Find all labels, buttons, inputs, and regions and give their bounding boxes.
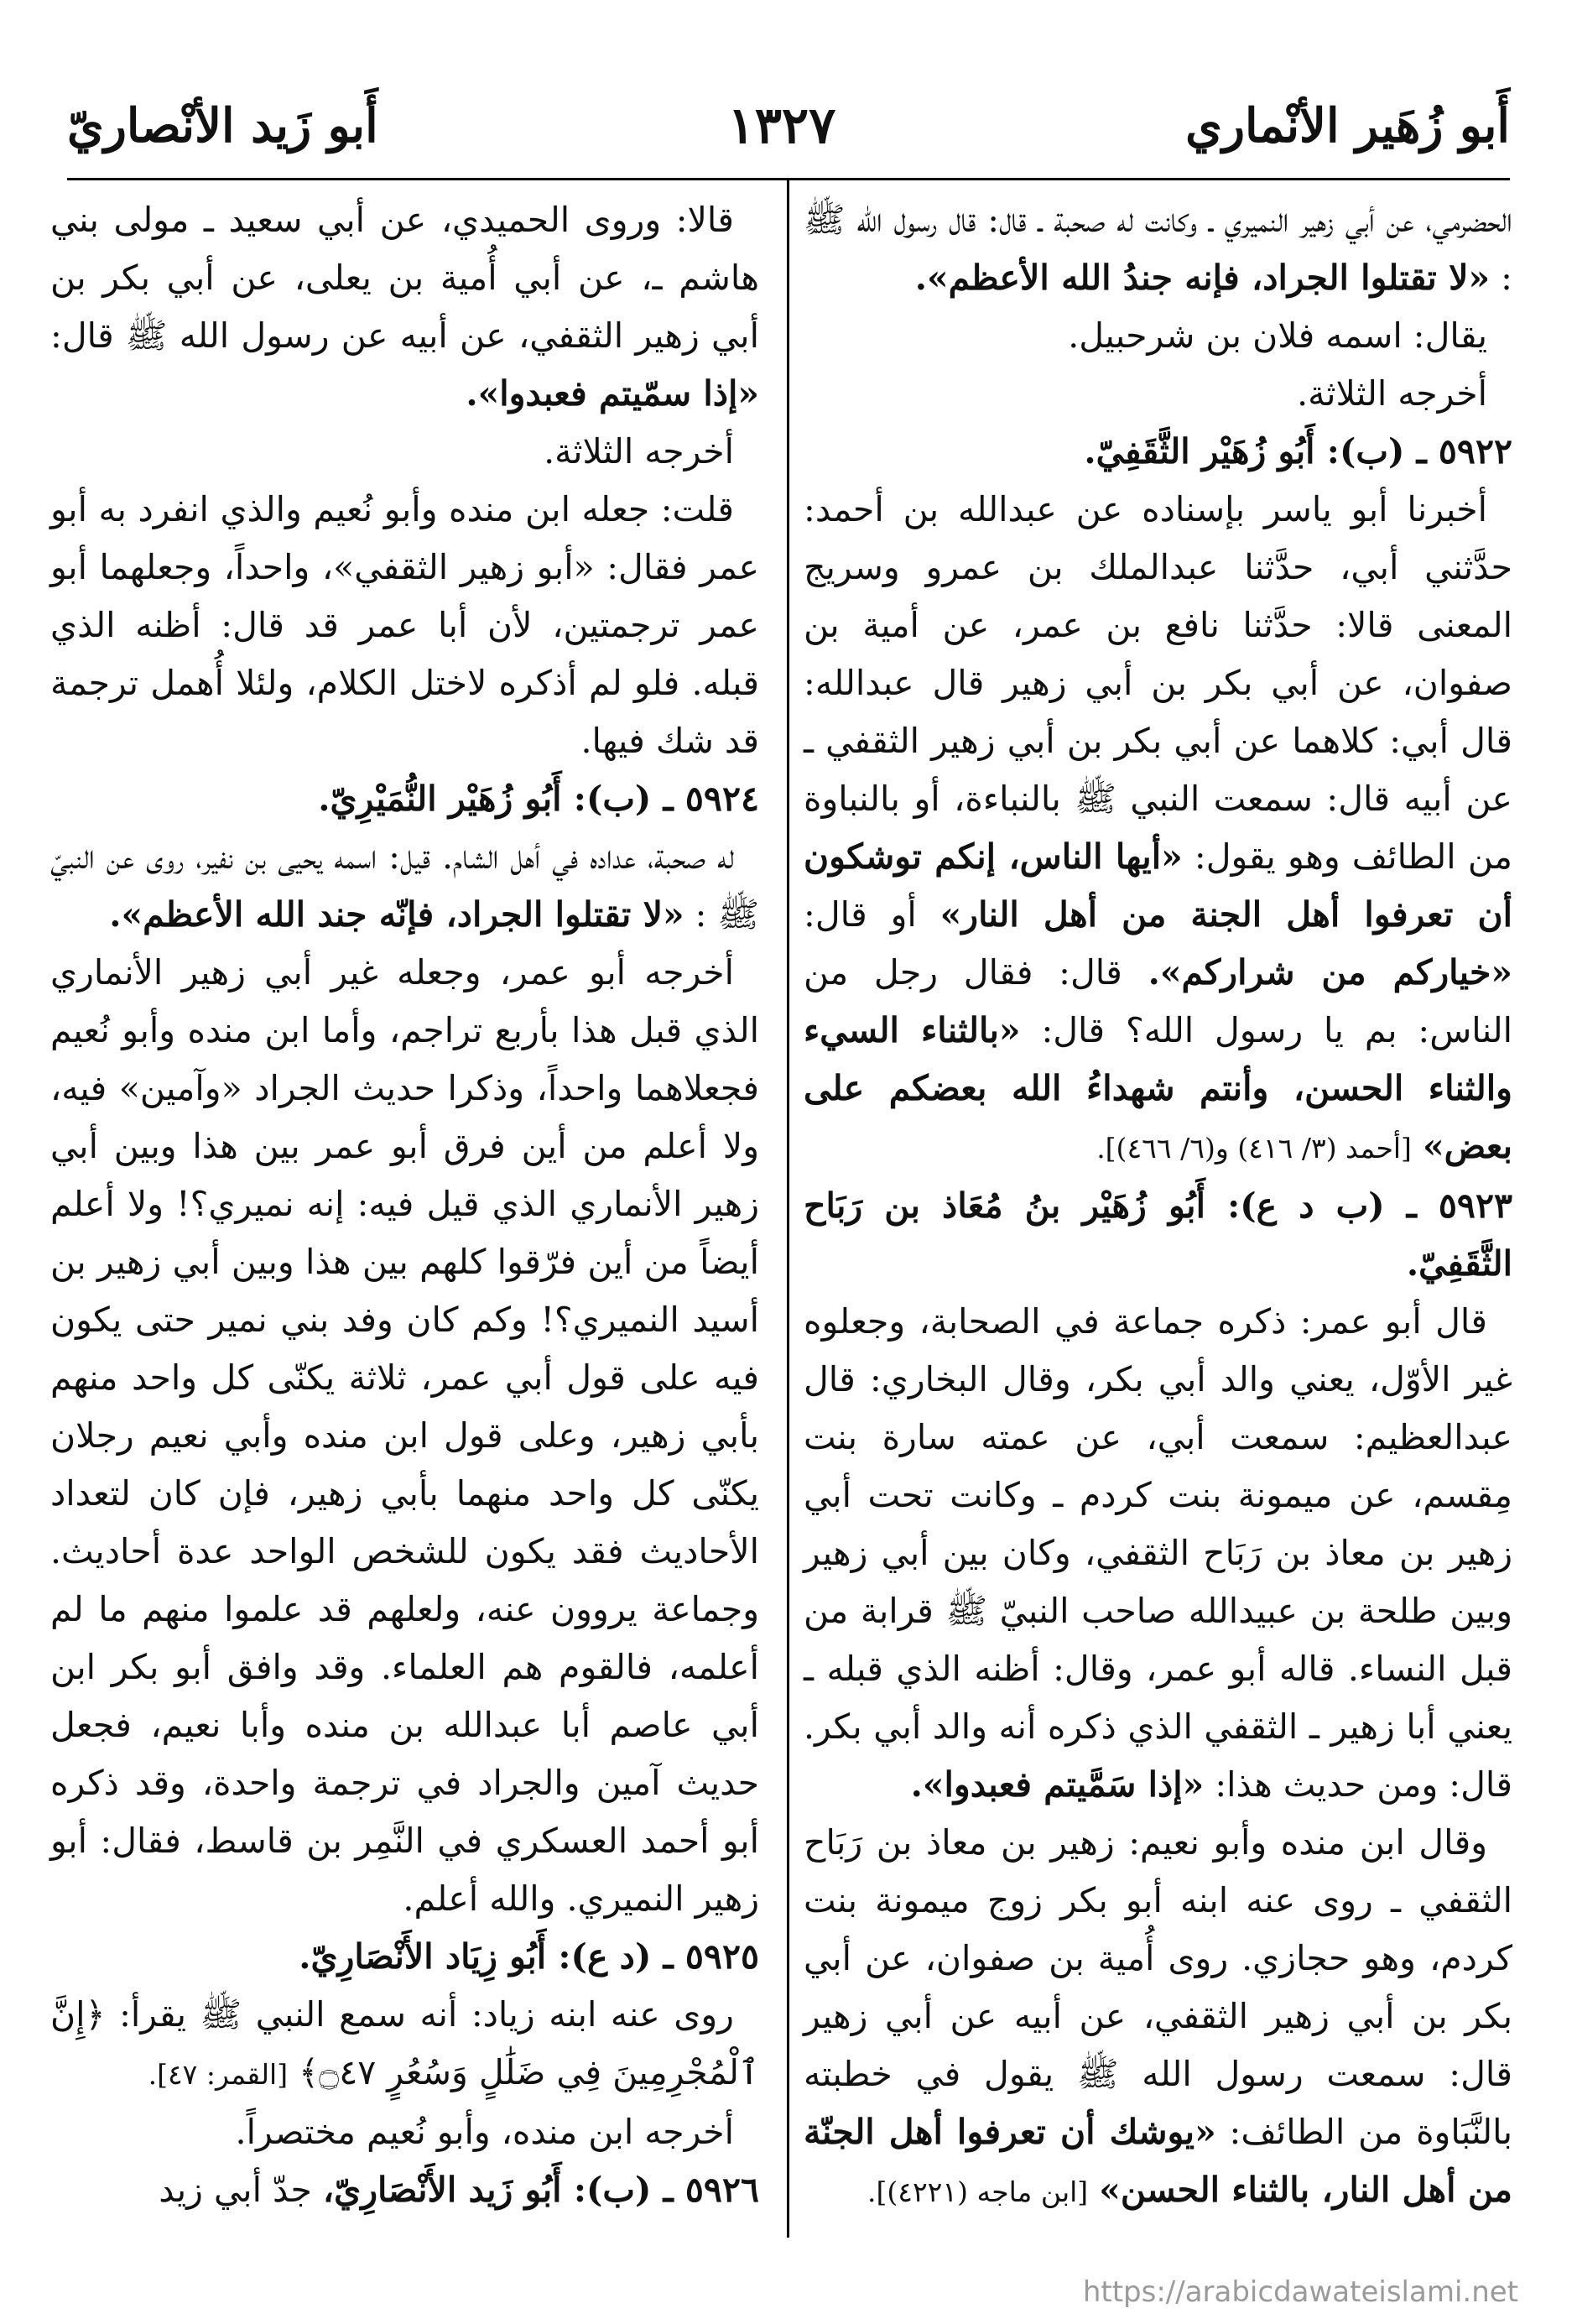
entry-heading-5925: ٥٩٢٥ ـ (د ع): أَبُو زِيَاد الأَنْصَارِيّ. xyxy=(299,1936,759,1977)
source-note: أخرجه الثلاثة. xyxy=(544,431,734,472)
quran-verse: ﴿إِنَّ ٱلْمُجْرِمِينَ فِي ضَلَٰلٍ وَسُعُرٍ ۝٤٧﴾ xyxy=(50,1994,759,2092)
hadith-quote: «أيها الناس، إنكم توشكون أن تعرفوا أهل الجنة من أهل النار» xyxy=(804,836,1512,935)
source-note: أخرجه الثلاثة. xyxy=(1297,373,1487,414)
entry-heading-5923: ٥٩٢٣ ـ (ب د ع): أَبُو زُهَيْر بنُ مُعَاذ بن رَبَاح الثَّقَفِيّ. xyxy=(804,1185,1512,1284)
hadith-quote: «يوشك أن تعرفوا أهل الجنّة من أهل النار، بالثناء الحسن» xyxy=(804,2112,1512,2210)
left-column xyxy=(50,191,759,2219)
entry-heading-5926: ٥٩٢٦ ـ (ب): أَبُو زَيد الأَنْصَارِيّ، xyxy=(322,2170,759,2210)
entry-body-5925 xyxy=(50,1986,759,2103)
hadith-quote: «إذا سَمَّيتم فعبدوا». xyxy=(910,1764,1205,1805)
right-column xyxy=(804,191,1512,2221)
entry-heading-5924: ٥٩٢٤ ـ (ب): أَبُو زُهَيْر النُّمَيْرِيّ. xyxy=(318,779,759,819)
intro-text: الحضرمي، عن أبي زهير النميري ـ وكانت له صحبة ـ قال: قال رسول الله ﷺ : xyxy=(804,200,1512,298)
source-note: أخرجه ابن منده، وأبو نُعيم مختصراً. xyxy=(235,2112,734,2152)
running-title-left: أَبو زَيد الأنْصاريّ xyxy=(67,98,378,154)
paragraph xyxy=(50,191,759,423)
entry-body-5924-cont: أخرجه أبو عمر، وجعله غير أبي زهير الأنماري الذي قبل هذا بأربع تراجم، وأما ابن منده وأبو نُعيم فجعلاهما واحداً، وذكرا حديث الجراد «وآمين» فيه، ولا أعلم من أين فرق أبو عمر بين هذا وبين أبي زهير الأنماري الذي قيل فيه: إنه نميري؟! ولا أعلم أيضاً من أين فرّقوا كلهم بين هذا وبين أبي زهير بن أسيد النميري؟! وكم كان وفد بني نمير حتى يكون فيه على قول أبي عمر، ثلاثة يكنّى كل واحد منهم بأبي زهير، وعلى قول ابن منده وأبي نعيم رجلان يكنّى كل واحد منهما بأبي زهير، فإن كان لتعداد الأحاديث فقد يكون للشخص الواحد عدة أحاديث. وجماعة يروون عنه، ولعلهم قد علموا منهم ما لم أعلمه، فالقوم هم العلماء. وقد وافق أبو بكر ابن أبي عاصم أبا عبدالله بن منده وأبا نعيم، فجعل حديث آمين والجراد في ترجمة واحدة، وقد ذكره أبو أحمد العسكري في النَّمِر بن قاسط، فقال: أبو زهير النميري. والله أعلم. xyxy=(50,952,759,1919)
hadith-quote: «بالثناء السيء والثناء الحسن، وأنتم شهداءُ الله بعضكم على بعض» xyxy=(804,1010,1512,1166)
entry-body-5922 xyxy=(804,481,1512,1177)
hadith-quote: «خياركم من شراركم». xyxy=(1148,952,1513,993)
narration: أو قال: xyxy=(804,894,917,935)
narration: قال: فقال رجل من الناس: بم يا رسول الله؟ قال: xyxy=(804,952,1512,1050)
narration: وقال ابن منده وأبو نعيم: زهير بن معاذ بن رَبَاح الثقفي ـ روى عنه ابنه أبو بكر زوج ميمونة بنت كردم، وهو حجازي. روى أُمية بن صفوان، عن أبي بكر بن أبي زهير الثقفي، عن أبيه عن أبي زهير قال: سمعت رسول الله ﷺ يقول في خطبته بالنَّبَاوة من الطائف: xyxy=(804,1822,1512,2152)
citation: [القمر: ٤٧]. xyxy=(148,2058,289,2091)
page-header xyxy=(67,80,1510,172)
author-note: قلت: جعله ابن منده وأبو نُعيم والذي انفرد به أبو عمر فقال: «أبو زهير الثقفي»، واحداً، وجعلهما أبو عمر ترجمتين، لأن أبا عمر قد قال: أظنه الذي قبله. فلو لم أذكره لاختل الكلام، ولئلا أُهمل ترجمة قد شك فيها. xyxy=(50,489,759,761)
intro-text: قالا: وروى الحميدي، عن أبي سعيد ـ مولى بني هاشم ـ، عن أبي أُمية بن يعلى، عن أبي بكر بن أبي زهير الثقفي، عن أبيه عن رسول الله ﷺ قال: xyxy=(50,200,759,356)
narration: له صحبة، عداده في أهل الشام. قيل: اسمه يحيى بن نفير، روى عن النبيّ ﷺ : xyxy=(50,836,759,935)
entry-body-5923 xyxy=(804,1293,1512,1814)
note: يقال: اسمه فلان بن شرحبيل. xyxy=(1068,315,1487,356)
column-divider xyxy=(787,178,789,2238)
page-number: ١٣٢٧ xyxy=(727,96,836,155)
entry-body-5923-cont xyxy=(804,1814,1512,2221)
hadith-quote: «إذا سمّيتم فعبدوا». xyxy=(466,373,759,414)
narration: جدّ أبي زيد xyxy=(159,2170,312,2210)
hadith-quote: «لا تقتلوا الجراد، فإنه جندُ الله الأعظم». xyxy=(914,258,1491,298)
narration: قال أبو عمر: ذكره جماعة في الصحابة، وجعلوه غير الأوّل، يعني والد أبي بكر، وقال البخاري: قال عبدالعظيم: سمعت أبي، عن عمته سارة بنت مِقسم، عن ميمونة بنت كردم ـ وكانت تحت أبي زهير بن معاذ بن رَبَاح الثقفي، وكان بين أبي زهير وبين طلحة بن عبيدالله صاحب النبيّ ﷺ قرابة من قبل النساء. قاله أبو عمر، وقال: أظنه الذي قبله ـ يعني أبا زهير ـ الثقفي الذي ذكره أنه والد أبي بكر. قال: ومن حديث هذا: xyxy=(804,1301,1512,1805)
narration: روى عنه ابنه زياد: أنه سمع النبي ﷺ يقرأ: xyxy=(119,1994,734,2035)
hadith-quote: «لا تقتلوا الجراد، فإنّه جند الله الأعظم». xyxy=(109,894,684,935)
watermark-url: https://arabicdawateislami.net xyxy=(1082,2275,1518,2309)
running-title-right: أَبو زُهَير الأنْماري xyxy=(1185,98,1510,154)
citation: [ابن ماجه (٤٢٢١)]. xyxy=(867,2175,1089,2208)
citation: [أحمد (٣/ ٤١٦) و(٦/ ٤٦٦)]. xyxy=(1096,1132,1412,1165)
entry-body-5924 xyxy=(50,828,759,944)
entry-heading-5922: ٥٩٢٢ ـ (ب): أَبُو زُهَيْر الثَّقَفِيّ. xyxy=(1084,431,1512,472)
paragraph xyxy=(804,191,1512,307)
narration: أخبرنا أبو ياسر بإسناده عن عبدالله بن أحمد: حدَّثني أبي، حدَّثنا عبدالملك بن عمرو وسريج المعنى قالا: حدَّثنا نافع بن عمر، عن أمية بن صفوان، عن أبي بكر بن أبي زهير قال عبدالله: قال أبي: كلاهما عن أبي بكر بن أبي زهير الثقفي ـ عن أبيه قال: سمعت النبي ﷺ بالنباءة، أو بالنباوة من الطائف وهو يقول: xyxy=(804,489,1513,877)
entry-5926 xyxy=(50,2161,759,2219)
